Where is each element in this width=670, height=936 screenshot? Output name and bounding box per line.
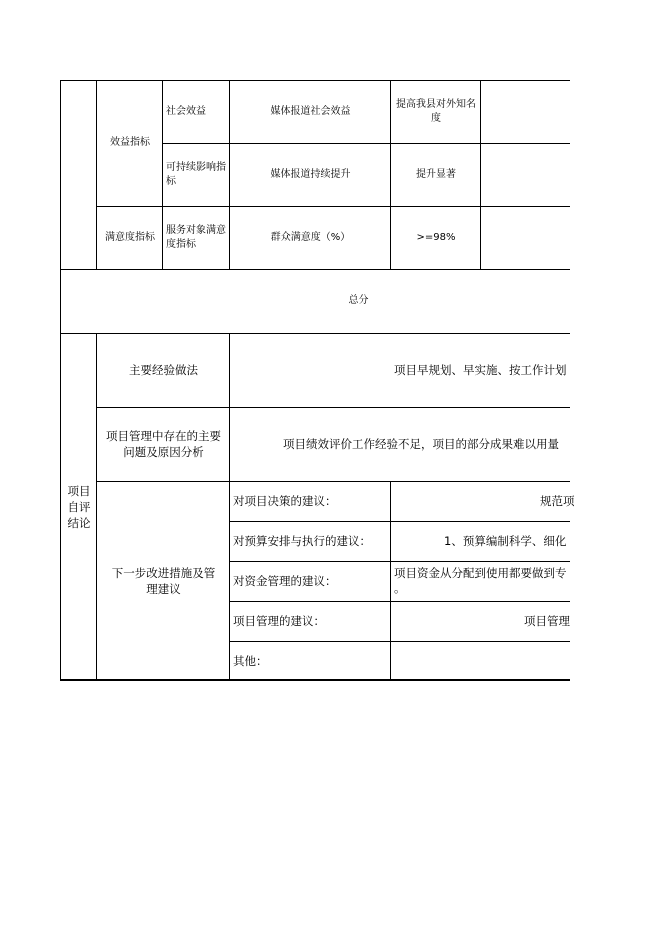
v-line bbox=[96, 80, 97, 269]
suggestion-decision-label: 对项目决策的建议： bbox=[233, 494, 337, 508]
v-line bbox=[60, 80, 61, 681]
experience-label: 主要经验做法 bbox=[129, 363, 198, 377]
h-line bbox=[230, 521, 570, 522]
conclusion-section-label: 项目自评结论 bbox=[67, 483, 91, 530]
problems-label: 项目管理中存在的主要问题及原因分析 bbox=[106, 429, 221, 459]
benefit-target-sustain: 提升显著 bbox=[416, 168, 456, 180]
suggestion-management-label: 项目管理的建议： bbox=[233, 614, 325, 628]
suggestion-decision-text: 规范项 bbox=[540, 494, 575, 508]
problems-text: 项目绩效评价工作经验不足，项目的部分成果难以用量 bbox=[283, 437, 559, 451]
v-line bbox=[229, 333, 230, 681]
h-line bbox=[97, 407, 570, 408]
suggestion-budget-label: 对预算安排与执行的建议： bbox=[233, 534, 371, 548]
experience-text: 项目早规划、早实施、按工作计划 bbox=[394, 363, 567, 377]
h-line bbox=[97, 481, 570, 482]
h-line bbox=[230, 641, 570, 642]
h-line bbox=[61, 333, 570, 334]
h-line bbox=[61, 269, 570, 270]
suggestion-funds-label: 对资金管理的建议： bbox=[233, 574, 337, 588]
next-steps-label: 下一步改进措施及管理建议 bbox=[111, 565, 216, 596]
satisfaction-sub: 服务对象满意度指标 bbox=[166, 224, 226, 250]
suggestion-funds-text: 项目资金从分配到使用都要做到专 。 bbox=[394, 566, 567, 595]
suggestion-budget-text: 1、预算编制科学、细化 bbox=[444, 534, 567, 548]
v-line bbox=[162, 80, 163, 269]
v-line bbox=[96, 333, 97, 681]
v-line bbox=[229, 80, 230, 269]
h-line bbox=[230, 561, 570, 562]
benefit-indicator-sustain: 媒体报道持续提升 bbox=[270, 168, 351, 180]
satisfaction-group-label: 满意度指标 bbox=[105, 231, 155, 243]
suggestion-management-text: 项目管理 bbox=[524, 614, 570, 628]
satisfaction-target: >=98% bbox=[416, 231, 456, 243]
satisfaction-indicator: 群众满意度（%） bbox=[270, 231, 351, 243]
h-line bbox=[61, 80, 570, 81]
benefit-indicator-social: 媒体报道社会效益 bbox=[270, 105, 351, 117]
v-line bbox=[480, 80, 481, 269]
v-line bbox=[390, 80, 391, 269]
benefit-sub-sustain: 可持续影响指标 bbox=[166, 161, 226, 187]
suggestion-other-text bbox=[391, 641, 670, 680]
benefit-target-social: 提高我县对外知名度 bbox=[396, 98, 476, 124]
suggestion-other-label: 其他： bbox=[233, 653, 268, 668]
h-line bbox=[230, 601, 570, 602]
benefit-group-label: 效益指标 bbox=[110, 137, 150, 148]
total-label: 总分 bbox=[348, 295, 369, 306]
h-line bbox=[97, 206, 570, 207]
h-line bbox=[163, 143, 570, 144]
v-line bbox=[390, 481, 391, 681]
benefit-sub-social: 社会效益 bbox=[166, 105, 206, 117]
h-line bbox=[61, 679, 570, 681]
